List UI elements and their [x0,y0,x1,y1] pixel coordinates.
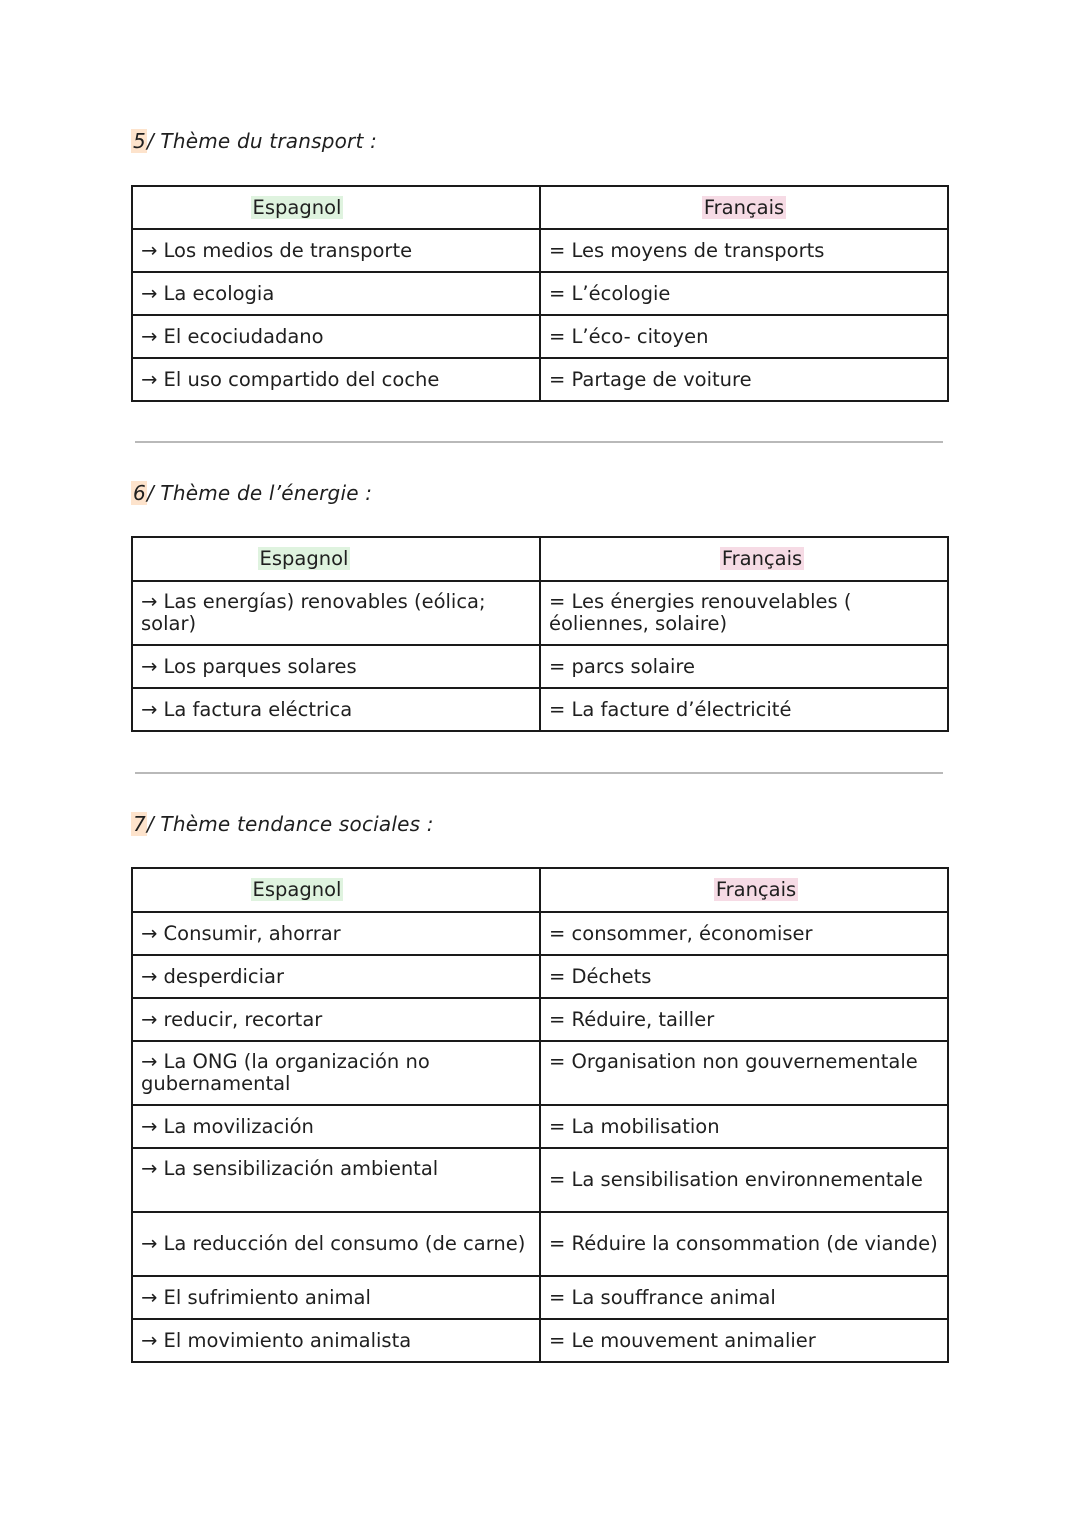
header-label-es: Espagnol [252,195,342,219]
section-title: / Thème du transport : [146,129,378,153]
vocab-table-transport [131,185,949,402]
cell-es: → La ONG (la organización no gubernamental [132,1041,540,1105]
cell-es: → El uso compartido del coche [132,358,540,401]
cell-fr: = Organisation non gouvernementale [540,1041,948,1105]
cell-es: → Los medios de transporte [132,229,540,272]
cell-fr: = Les énergies renouvelables ( éoliennes, solaire) [540,581,948,645]
cell-fr: = Le mouvement animalier [540,1319,948,1362]
table-header-row [132,868,948,912]
table-row [132,1105,948,1148]
section-number: 6 [133,481,146,505]
cell-es: → La sensibilización ambiental [132,1148,540,1212]
cell-fr: = Déchets [540,955,948,998]
section-heading-social-trends [131,812,434,836]
table-row [132,358,948,401]
table-header-row [132,186,948,229]
cell-es: → El ecociudadano [132,315,540,358]
vocab-table-social-trends [131,867,949,1363]
cell-es: → desperdiciar [132,955,540,998]
section-number: 7 [133,812,146,836]
table-row [132,912,948,955]
cell-es: → El sufrimiento animal [132,1276,540,1319]
cell-fr: = Partage de voiture [540,358,948,401]
table-row [132,688,948,731]
cell-es: → Las energías) renovables (eólica; solar) [132,581,540,645]
cell-fr: = La mobilisation [540,1105,948,1148]
vocab-table-energy [131,536,949,732]
cell-fr: = La souffrance animal [540,1276,948,1319]
table-row [132,998,948,1041]
cell-fr: = Réduire la consommation (de viande) [540,1212,948,1276]
section-number: 5 [133,129,146,153]
table-row [132,645,948,688]
section-heading-transport [131,129,377,153]
cell-fr: = La facture d’électricité [540,688,948,731]
table-row [132,1041,948,1105]
cell-es: → La factura eléctrica [132,688,540,731]
header-cell-es [132,537,540,581]
section-divider [135,441,943,443]
section-title: / Thème de l’énergie : [146,481,373,505]
table-header-row [132,537,948,581]
header-cell-es [132,868,540,912]
table-row [132,1212,948,1276]
header-cell-fr [540,868,948,912]
header-cell-fr [540,537,948,581]
section-heading-energy [131,481,372,505]
table-row [132,1276,948,1319]
cell-es: → Los parques solares [132,645,540,688]
cell-fr: = Les moyens de transports [540,229,948,272]
table-row [132,581,948,645]
header-cell-es [132,186,540,229]
header-label-es: Espagnol [259,547,349,570]
section-title: / Thème tendance sociales : [146,812,434,836]
table-row [132,272,948,315]
table-row [132,315,948,358]
table-row [132,955,948,998]
cell-fr: = La sensibilisation environnementale [540,1148,948,1212]
cell-fr: = parcs solaire [540,645,948,688]
cell-es: → reducir, recortar [132,998,540,1041]
header-cell-fr [540,186,948,229]
header-label-fr: Français [715,878,797,901]
cell-fr: = L’éco- citoyen [540,315,948,358]
cell-es: → La reducción del consumo (de carne) [132,1212,540,1276]
section-divider [135,772,943,774]
cell-es: → Consumir, ahorrar [132,912,540,955]
header-label-es: Espagnol [252,878,342,901]
cell-fr: = L’écologie [540,272,948,315]
cell-es: → La ecologia [132,272,540,315]
table-row [132,1319,948,1362]
table-row [132,229,948,272]
header-label-fr: Français [721,547,803,570]
cell-es: → El movimiento animalista [132,1319,540,1362]
table-row [132,1148,948,1212]
cell-es: → La movilización [132,1105,540,1148]
header-label-fr: Français [703,195,785,219]
cell-fr: = consommer, économiser [540,912,948,955]
cell-fr: = Réduire, tailler [540,998,948,1041]
